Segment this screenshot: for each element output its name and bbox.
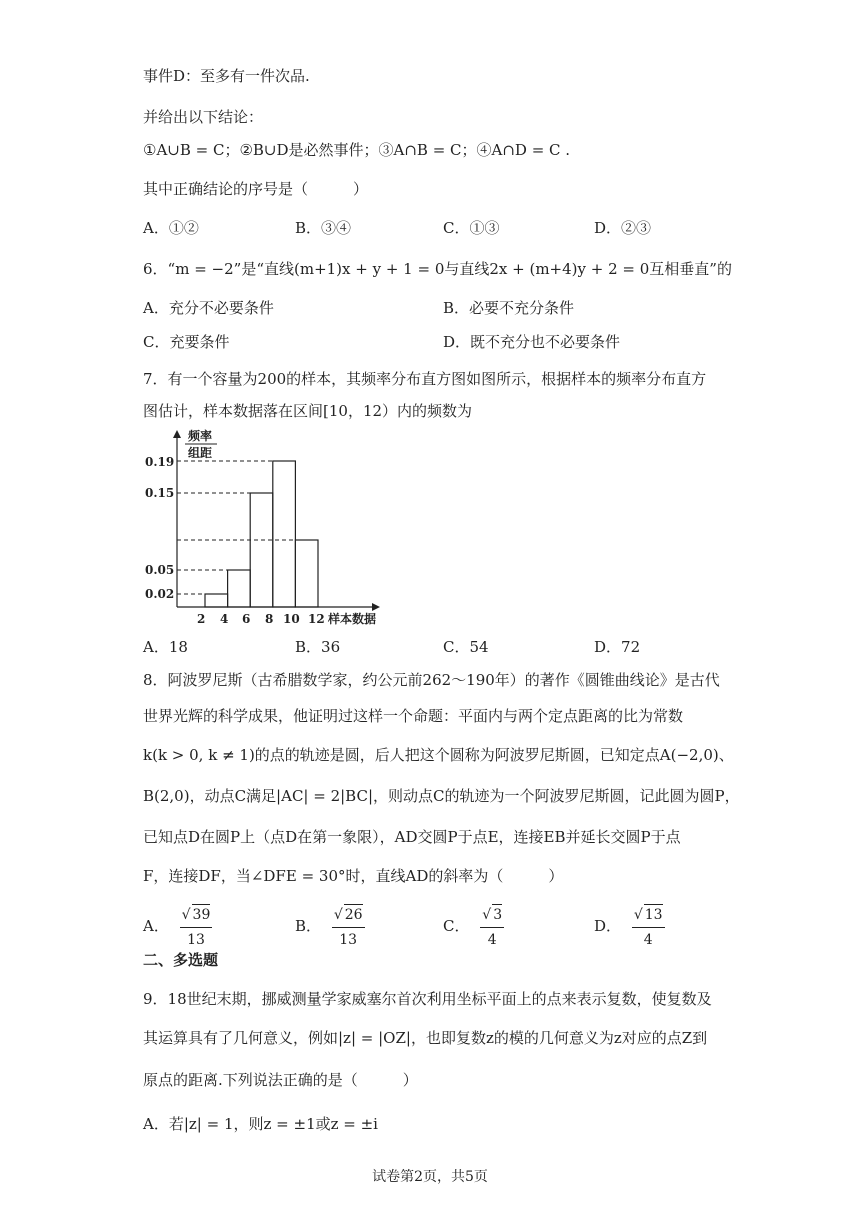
q7-option-d: D．72: [594, 638, 641, 656]
q8-option-d-fraction: [632, 904, 665, 950]
q8-option-b-denominator: 13: [339, 932, 358, 948]
q8-option-c: [443, 904, 504, 950]
histogram-bar: [273, 461, 296, 607]
q8-option-d: [594, 904, 665, 950]
q8-line-5: 已知点D在圆P上（点D在第一象限），AD交圆P于点E，连接EB并延长交圆P于点: [143, 828, 681, 846]
q5-option-c: C．①③: [443, 219, 500, 237]
q5-option-b: B．③④: [295, 219, 352, 237]
y-tick-0-05: 0.05: [145, 563, 175, 577]
q6-stem: 6．“m = −2”是“直线(m+1)x + y + 1 = 0与直线2x + (m+4)y + 2 = 0互相垂直”的: [143, 260, 732, 278]
q8-option-d-numerator: 13: [644, 904, 663, 925]
given-line: 并给出以下结论：: [143, 108, 264, 126]
section-heading-multiple-choice: 二、多选题: [143, 951, 219, 969]
x-tick-8: 8: [265, 612, 274, 626]
q7-stem-line-2: 图估计，样本数据落在区间[10，12）内的频数为: [143, 402, 473, 420]
sqrt-icon: √: [482, 907, 492, 923]
q9-line-3: 原点的距离.下列说法正确的是（ ）: [143, 1071, 418, 1089]
q8-line-6: F，连接DF，当∠DFE = 30°时，直线AD的斜率为（ ）: [143, 867, 564, 885]
q8-line-2: 世界光辉的科学成果，他证明过这样一个命题：平面内与两个定点距离的比为常数: [143, 707, 684, 725]
histogram-bar: [295, 540, 318, 607]
x-tick-10: 10: [283, 612, 300, 626]
q7-option-c: C．54: [443, 638, 489, 656]
x-axis-label: 样本数据: [328, 612, 377, 626]
q6-option-b: B．必要不充分条件: [443, 299, 575, 317]
frequency-histogram: [140, 426, 390, 631]
y-tick-0-19: 0.19: [145, 455, 175, 469]
sqrt-icon: √: [633, 907, 643, 923]
q8-line-1: 8．阿波罗尼斯（古希腊数学家，约公元前262～190年）的著作《圆锥曲线论》是古代: [143, 671, 720, 689]
histogram-bar: [205, 594, 228, 607]
sqrt-icon: √: [333, 907, 343, 923]
y-tick-0-15: 0.15: [145, 486, 175, 500]
q9-line-1: 9．18世纪末期，挪威测量学家威塞尔首次利用坐标平面上的点来表示复数，使复数及: [143, 990, 712, 1008]
histogram-bar: [250, 493, 273, 607]
q8-option-a: [143, 904, 212, 950]
q8-option-b-numerator: 26: [344, 904, 363, 925]
page-footer: 试卷第2页，共5页: [372, 1169, 488, 1185]
q8-option-c-denominator: 4: [487, 932, 497, 948]
q8-option-c-fraction: [480, 904, 504, 950]
q8-option-a-numerator: 39: [192, 904, 211, 925]
q6-option-c: C．充要条件: [143, 333, 230, 351]
q7-option-a: A．18: [143, 638, 188, 656]
y-tick-0-02: 0.02: [145, 587, 175, 601]
q8-option-b-fraction: [332, 904, 365, 950]
x-tick-12: 12: [308, 612, 325, 626]
q5-option-d: D．②③: [594, 219, 652, 237]
q8-option-a-denominator: 13: [187, 932, 205, 948]
x-axis-arrow-icon: [372, 603, 380, 611]
x-tick-2: 2: [197, 612, 206, 626]
y-label-bottom: 组距: [188, 446, 213, 460]
q8-option-a-fraction: [180, 904, 213, 950]
q8-option-a-letter: A．: [143, 917, 169, 935]
q8-line-3: k(k > 0, k ≠ 1)的点的轨迹是圆，后人把这个圆称为阿波罗尼斯圆，已知定点A(−2,0)、: [143, 746, 734, 764]
q7-option-b: B．36: [295, 638, 341, 656]
y-axis-arrow-icon: [173, 430, 181, 438]
histogram-bar: [228, 570, 251, 607]
event-d-line: 事件D：至多有一件次品.: [143, 67, 310, 85]
q9-line-2: 其运算具有了几何意义，例如|z| = |OZ|，也即复数z的模的几何意义为z对应的点Z到: [143, 1029, 708, 1047]
q9-option-a: A．若|z| = 1，则z = ±1或z = ±i: [143, 1115, 378, 1133]
y-label-top: 频率: [188, 429, 213, 443]
question-ask-line: 其中正确结论的序号是（ ）: [143, 180, 369, 198]
q8-line-4: B(2,0)，动点C满足|AC| = 2|BC|，则动点C的轨迹为一个阿波罗尼斯圆，记此圆为圆P，: [143, 787, 740, 805]
q6-option-a: A．充分不必要条件: [143, 299, 274, 317]
q8-option-c-letter: C．: [443, 917, 470, 935]
q8-option-b-letter: B．: [295, 917, 322, 935]
q6-option-d: D．既不充分也不必要条件: [443, 333, 621, 351]
q8-option-d-denominator: 4: [643, 932, 653, 948]
q8-option-c-numerator: 3: [492, 904, 502, 925]
sqrt-icon: √: [181, 907, 191, 923]
x-tick-4: 4: [220, 612, 229, 626]
q8-option-d-letter: D．: [594, 917, 622, 935]
x-tick-6: 6: [242, 612, 251, 626]
conclusions-line: ①A∪B = C；②B∪D是必然事件；③A∩B = C；④A∩D = C .: [143, 141, 571, 159]
q5-option-a: A．①②: [143, 219, 199, 237]
q7-stem-line-1: 7．有一个容量为200的样本，其频率分布直方图如图所示，根据样本的频率分布直方: [143, 370, 707, 388]
q8-option-b: [295, 904, 365, 950]
